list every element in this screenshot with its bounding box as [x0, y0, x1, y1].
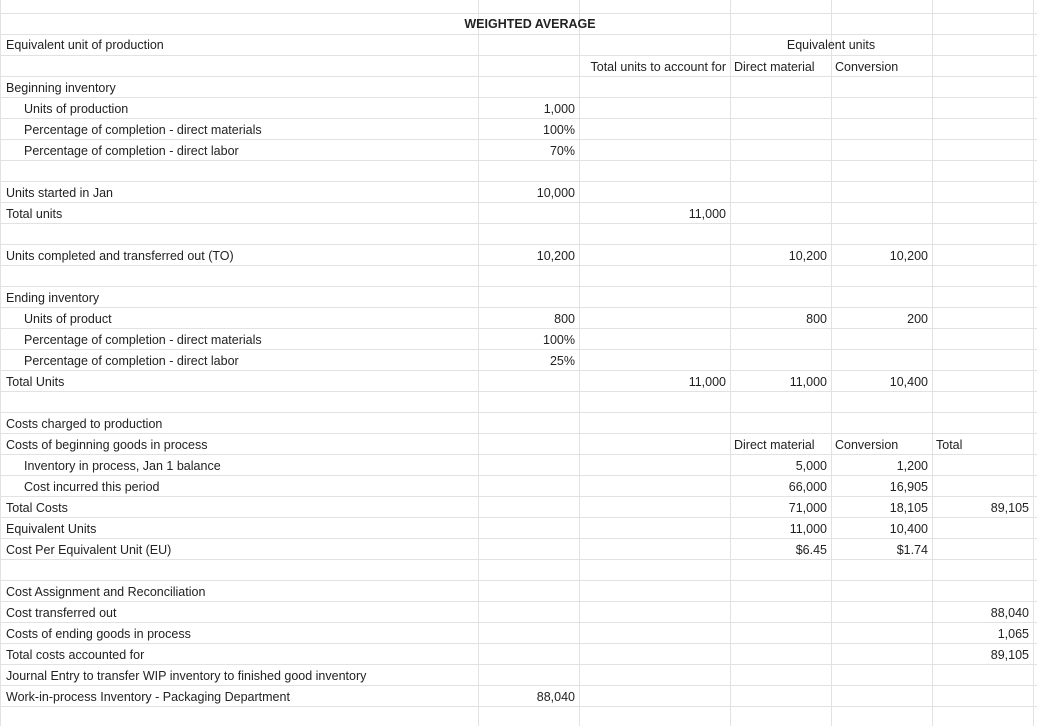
grid-row	[0, 224, 1037, 245]
grid-row	[0, 161, 1037, 182]
total-units-header[interactable]: Total units to account for	[590, 60, 726, 74]
costs-ending-value[interactable]: 1,065	[997, 627, 1029, 641]
grid-row	[0, 266, 1037, 287]
inventory-in-process-label[interactable]: Inventory in process, Jan 1 balance	[24, 459, 221, 473]
equivalent-units-dm[interactable]: 11,000	[789, 522, 827, 536]
cost-transferred-out-value[interactable]: 88,040	[990, 606, 1029, 620]
total-units-value[interactable]: 11,000	[688, 207, 726, 221]
wip-inventory-label[interactable]: Work-in-process Inventory - Packaging Department	[6, 690, 290, 704]
cost-per-eu-dm[interactable]: $6.45	[795, 543, 827, 557]
grid-row	[0, 0, 1037, 14]
costs-ending-label[interactable]: Costs of ending goods in process	[6, 627, 191, 641]
total-units2-dm[interactable]: 11,000	[789, 375, 827, 389]
cost-incurred-conv[interactable]: 16,905	[889, 480, 928, 494]
ending-units-value[interactable]: 800	[554, 312, 575, 326]
total-costs-conv[interactable]: 18,105	[889, 501, 928, 515]
equivalent-units-label[interactable]: Equivalent Units	[6, 522, 97, 536]
beginning-pct-dl-value[interactable]: 70%	[549, 144, 575, 158]
ending-inventory-label[interactable]: Ending inventory	[6, 291, 100, 305]
ending-units-label[interactable]: Units of product	[24, 312, 112, 326]
ending-pct-dl-label[interactable]: Percentage of completion - direct labor	[24, 354, 239, 368]
costs-total-header[interactable]: Total	[936, 438, 963, 452]
costs-beginning-label[interactable]: Costs of beginning goods in process	[6, 438, 208, 452]
total-units-label[interactable]: Total units	[6, 207, 63, 221]
conversion-header[interactable]: Conversion	[835, 60, 899, 74]
units-started-label[interactable]: Units started in Jan	[6, 186, 113, 200]
grid-row	[0, 707, 1037, 726]
total-accounted-label[interactable]: Total costs accounted for	[6, 648, 145, 662]
ending-units-conv[interactable]: 200	[907, 312, 928, 326]
inventory-in-process-dm[interactable]: 5,000	[795, 459, 827, 473]
cost-transferred-out-label[interactable]: Cost transferred out	[6, 606, 117, 620]
journal-entry-label[interactable]: Journal Entry to transfer WIP inventory to finished good inventory	[6, 669, 367, 683]
total-accounted-value[interactable]: 89,105	[990, 648, 1029, 662]
equivalent-units-conv[interactable]: 10,400	[889, 522, 928, 536]
costs-dm-header[interactable]: Direct material	[734, 438, 815, 452]
total-costs-total[interactable]: 89,105	[990, 501, 1029, 515]
grid-row	[0, 560, 1037, 581]
beginning-pct-dm-value[interactable]: 100%	[543, 123, 575, 137]
direct-material-header[interactable]: Direct material	[734, 60, 815, 74]
ending-pct-dm-value[interactable]: 100%	[543, 333, 575, 347]
total-units2-total[interactable]: 11,000	[688, 375, 726, 389]
sheet-title[interactable]: WEIGHTED AVERAGE	[464, 17, 596, 31]
costs-charged-label[interactable]: Costs charged to production	[6, 417, 163, 431]
cost-per-eu-conv[interactable]: $1.74	[896, 543, 928, 557]
beginning-units-value[interactable]: 1,000	[543, 102, 575, 116]
units-completed-dm[interactable]: 10,200	[788, 249, 827, 263]
ending-pct-dl-value[interactable]: 25%	[549, 354, 575, 368]
beginning-pct-dm-label[interactable]: Percentage of completion - direct materials	[24, 123, 262, 137]
beginning-pct-dl-label[interactable]: Percentage of completion - direct labor	[24, 144, 239, 158]
units-completed-conv[interactable]: 10,200	[889, 249, 928, 263]
ending-units-dm[interactable]: 800	[806, 312, 827, 326]
wip-inventory-value[interactable]: 88,040	[536, 690, 575, 704]
beginning-inventory-label[interactable]: Beginning inventory	[6, 81, 116, 95]
cost-incurred-dm[interactable]: 66,000	[788, 480, 827, 494]
units-completed-value[interactable]: 10,200	[536, 249, 575, 263]
inventory-in-process-conv[interactable]: 1,200	[896, 459, 928, 473]
units-completed-label[interactable]: Units completed and transferred out (TO)	[6, 249, 234, 263]
costs-conv-header[interactable]: Conversion	[835, 438, 899, 452]
section-label[interactable]: Equivalent unit of production	[6, 38, 164, 52]
units-started-value[interactable]: 10,000	[536, 186, 575, 200]
equivalent-units-header[interactable]: Equivalent units	[786, 38, 876, 52]
grid-row	[0, 392, 1037, 413]
total-units2-label[interactable]: Total Units	[6, 375, 65, 389]
ending-pct-dm-label[interactable]: Percentage of completion - direct materials	[24, 333, 262, 347]
units-of-production-label[interactable]: Units of production	[24, 102, 129, 116]
total-units2-conv[interactable]: 10,400	[889, 375, 928, 389]
total-costs-label[interactable]: Total Costs	[6, 501, 68, 515]
cost-incurred-label[interactable]: Cost incurred this period	[24, 480, 160, 494]
total-costs-dm[interactable]: 71,000	[788, 501, 827, 515]
cost-per-eu-label[interactable]: Cost Per Equivalent Unit (EU)	[6, 543, 172, 557]
assignment-label[interactable]: Cost Assignment and Reconciliation	[6, 585, 206, 599]
